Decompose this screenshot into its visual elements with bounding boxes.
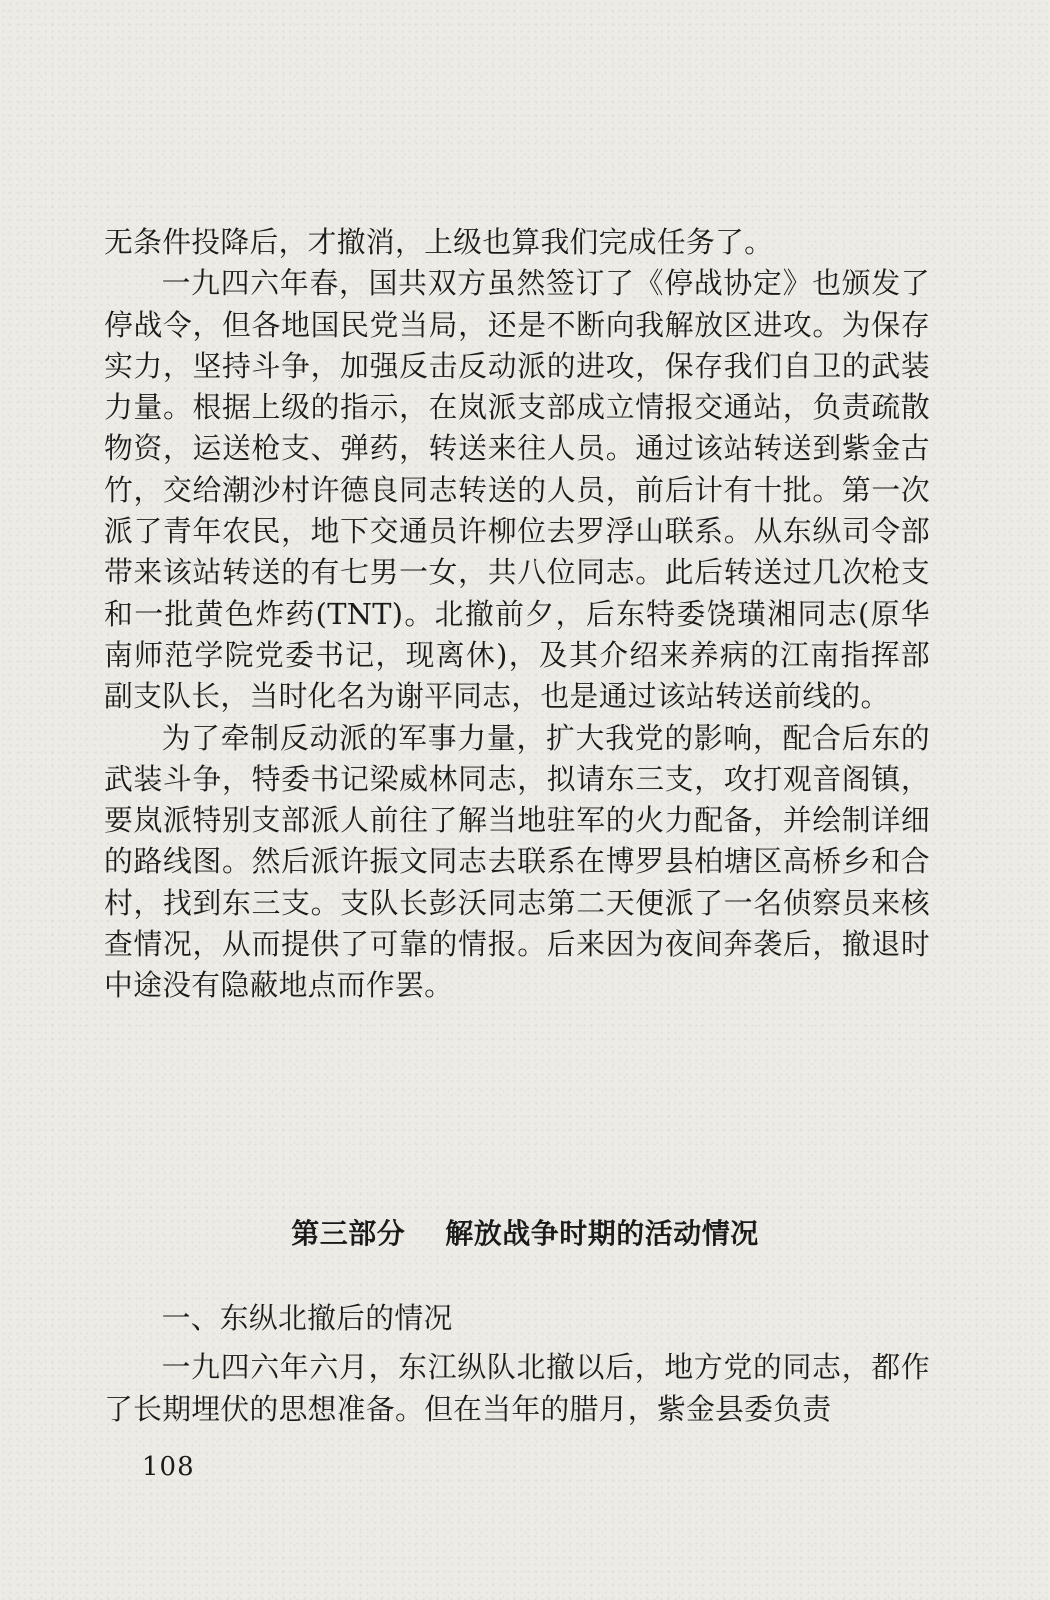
paragraph-ceasefire: 一九四六年春，国共双方虽然签订了《停战协定》也颁发了停战令，但各地国民党当局，还是不断向我解放区进攻。为保存实力，坚持斗争，加强反击反动派的进攻，保存我们自卫的武装力量。根据上级的指示，在岚派支部成立情报交通站，负责疏散物资，运送枪支、弹药，转送来往人员。通过该站转送到紫金古竹，交给潮沙村许德良同志转送的人员，前后计有十批。第一次派了青年农民，地下交通员许柳位去罗浮山联系。从东纵司令部带来该站转送的有七男一女，共八位同志。此后转送过几次枪支和一批黄色炸药(TNT)。北撤前夕，后东特委饶璜湘同志(原华南师范学院党委书记，现离休)，及其介绍来养病的江南指挥部副支队长，当时化名为谢平同志，也是通过该站转送前线的。: [104, 266, 930, 714]
paragraph-continuation: 无条件投降后，才撤消，上级也算我们完成任务了。: [104, 225, 774, 259]
subsection-heading: 一、东纵北撤后的情况: [161, 1301, 453, 1335]
lower-body-text: [104, 1298, 930, 1430]
body-text: [104, 222, 930, 1007]
section-title-text: 解放战争时期的活动情况: [445, 1217, 759, 1250]
section-heading: [0, 1212, 1050, 1252]
section-part-label: 第三部分: [291, 1217, 406, 1250]
page-number: 108: [142, 1452, 195, 1482]
paragraph-north-withdrawal: 一九四六年六月，东江纵队北撤以后，地方党的同志，都作了长期埋伏的思想准备。但在当年的腊月，紫金县委负责: [104, 1350, 930, 1426]
paragraph-reconnaissance: 为了牵制反动派的军事力量，扩大我党的影响，配合后东的武装斗争，特委书记梁威林同志，拟请东三支，攻打观音阁镇，要岚派特别支部派人前往了解当地驻军的火力配备，并绘制详细的路线图。然后派许振文同志去联系在博罗县柏塘区高桥乡和合村，找到东三支。支队长彭沃同志第二天便派了一名侦察员来核查情况，从而提供了可靠的情报。后来因为夜间奔袭后，撤退时中途没有隐蔽地点而作罢。: [104, 720, 930, 1003]
